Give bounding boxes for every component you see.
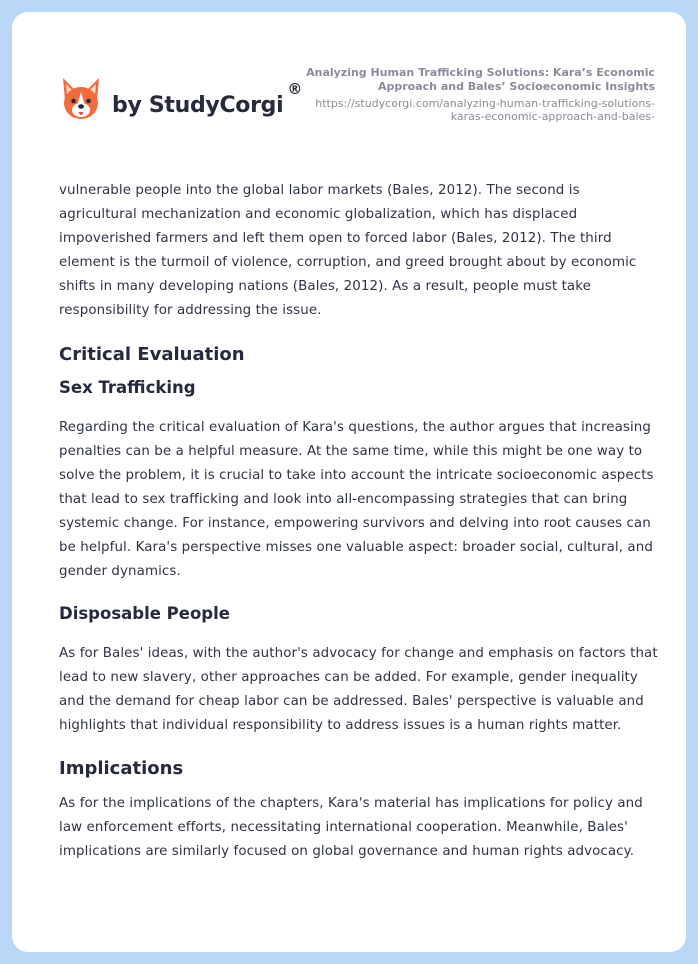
intro-paragraph: vulnerable people into the global labor markets (Bales, 2012). The second is agricultural mechanization and economic globalization, which has displaced impoverished farmers and left them open to forced labor (Bales, 2012). The third element is the turmoil of violence, corruption, and greed brought about by economic shifts in many developing nations (Bales, 2012). As a result, people must take responsibility for addressing the issue. bbox=[59, 183, 637, 318]
implications-paragraph: As for the implications of the chapters, Kara's material has implications for policy and law enforcement efforts, necessitating international cooperation. Meanwhile, Bales' implications are similarly focused on global governance and human rights advocacy. bbox=[59, 796, 643, 859]
disposable-people-paragraph: As for Bales' ideas, with the author's advocacy for change and emphasis on factors that lead to new slavery, other approaches can be added. For example, gender inequality and the demand for cheap labor can be addressed. Bales' perspective is valuable and highlights that individual responsibility to address issues is a human rights matter. bbox=[59, 646, 658, 733]
registered-mark: ® bbox=[287, 80, 303, 98]
implications-heading: Implications bbox=[59, 758, 184, 779]
corgi-icon bbox=[60, 76, 102, 122]
disposable-people-heading: Disposable People bbox=[59, 604, 230, 623]
sex-trafficking-heading: Sex Trafficking bbox=[59, 378, 196, 397]
critical-evaluation-heading: Critical Evaluation bbox=[59, 344, 245, 365]
sex-trafficking-paragraph: Regarding the critical evaluation of Kara's questions, the author argues that increasing penalties can be a helpful measure. At the same time, while this might be one way to solve the problem, it is crucial to take into account the intricate socioeconomic aspects that lead to sex trafficking and look into all-encompassing strategies that can bring systemic change. For instance, empowering survivors and delving into root causes can be helpful. Kara's perspective misses one valuable aspect: broader social, cultural, and gender dynamics. bbox=[59, 420, 654, 579]
document-body bbox=[59, 179, 659, 864]
brand-name: by StudyCorgi bbox=[112, 92, 284, 118]
document-url[interactable]: https://studycorgi.com/analyzing-human-trafficking-solutions-karas-economic-approach-and-bales- bbox=[315, 97, 655, 123]
document-meta bbox=[295, 66, 655, 123]
document-page bbox=[12, 12, 686, 952]
studycorgi-logo[interactable] bbox=[60, 76, 302, 122]
document-title: Analyzing Human Trafficking Solutions: Kara’s Economic Approach and Bales’ Socioeconomic Insights bbox=[306, 66, 655, 93]
